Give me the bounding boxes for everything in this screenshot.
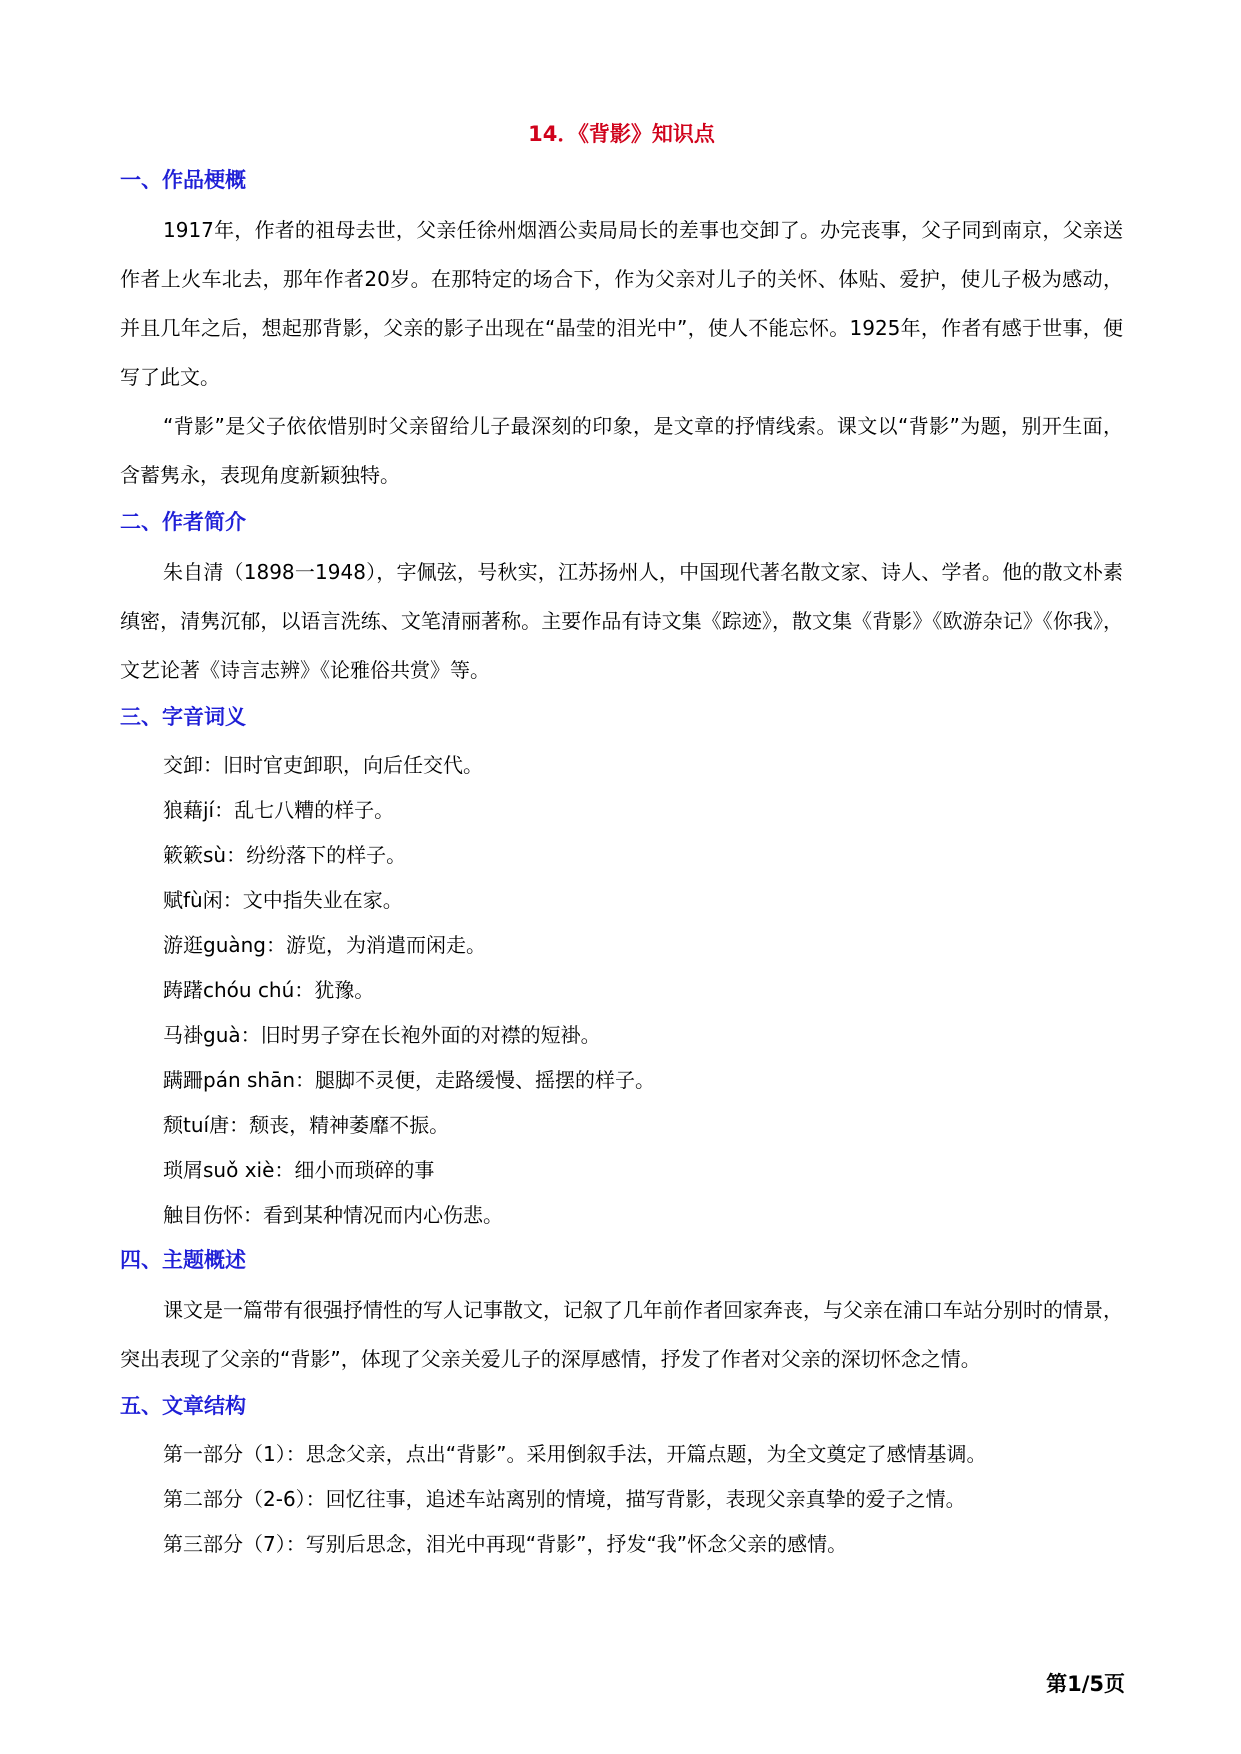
section-theme bbox=[120, 1244, 1123, 1384]
section-structure bbox=[120, 1390, 1123, 1567]
structure-item: 第一部分（1）：思念父亲，点出“背影”。采用倒叙手法，开篇点题，为全文奠定了感情基调。 bbox=[163, 1442, 987, 1466]
structure-item: 第三部分（7）：写别后思念，泪光中再现“背影”，抒发“我”怀念父亲的感情。 bbox=[163, 1532, 848, 1556]
paragraph: 课文是一篇带有很强抒情性的写人记事散文，记叙了几年前作者回家奔丧，与父亲在浦口车站分别时的情景，突出表现了父亲的“背影”，体现了父亲关爱儿子的深厚感情，抒发了作者对父亲的深切怀念之情。 bbox=[120, 1298, 1123, 1371]
section-synopsis bbox=[120, 164, 1123, 500]
section-heading: 二、作者简介 bbox=[120, 510, 246, 534]
paragraph: 朱自清（1898一1948），字佩弦，号秋实，江苏扬州人，中国现代著名散文家、诗人、学者。他的散文朴素缜密，清隽沉郁，以语言洗练、文笔清丽著称。主要作品有诗文集《踪迹》，散文集《背影》《欧游杂记》《你我》，文艺论著《诗言志辨》《论雅俗共赏》等。 bbox=[120, 560, 1123, 682]
vocab-item: 游逛guàng：游览，为消遣而闲走。 bbox=[163, 933, 486, 957]
vocab-item: 赋fù闲：文中指失业在家。 bbox=[163, 888, 403, 912]
vocab-item: 触目伤怀：看到某种情况而内心伤悲。 bbox=[163, 1203, 503, 1227]
section-heading: 三、字音词义 bbox=[120, 705, 246, 729]
vocab-item: 蹒跚pán shān：腿脚不灵便，走路缓慢、摇摆的样子。 bbox=[163, 1068, 656, 1092]
section-heading: 五、文章结构 bbox=[120, 1394, 246, 1418]
vocab-item: 马褂guà：旧时男子穿在长袍外面的对襟的短褂。 bbox=[163, 1023, 601, 1047]
document-title: 14．《背影》知识点 bbox=[528, 122, 715, 146]
vocab-item: 颓tuí唐：颓丧，精神萎靡不振。 bbox=[163, 1113, 450, 1137]
paragraph: 1917年，作者的祖母去世，父亲任徐州烟酒公卖局局长的差事也交卸了。办完丧事，父子同到南京，父亲送作者上火车北去，那年作者20岁。在那特定的场合下，作为父亲对儿子的关怀、体贴、爱护，使儿子极为感动，并且几年之后，想起那背影，父亲的影子出现在“晶莹的泪光中”，使人不能忘怀。1925年，作者有感于世事，便写了此文。 bbox=[120, 218, 1123, 389]
section-heading: 四、主题概述 bbox=[120, 1248, 246, 1272]
vocab-item: 琐屑suǒ xiè：细小而琐碎的事 bbox=[163, 1158, 435, 1182]
section-vocabulary bbox=[120, 701, 1123, 1238]
section-heading: 一、作品梗概 bbox=[120, 168, 246, 192]
vocab-item: 踌躇chóu chú：犹豫。 bbox=[163, 978, 375, 1002]
paragraph: “背影”是父子依依惜别时父亲留给儿子最深刻的印象，是文章的抒情线索。课文以“背影”为题，别开生面，含蓄隽永，表现角度新颖独特。 bbox=[120, 414, 1123, 487]
vocab-item: 狼藉jí：乱七八糟的样子。 bbox=[163, 798, 395, 822]
page-number: 第1/5页 bbox=[1046, 1672, 1125, 1696]
section-author bbox=[120, 506, 1123, 695]
vocab-item: 簌簌sù：纷纷落下的样子。 bbox=[163, 843, 407, 867]
structure-item: 第二部分（2-6）：回忆往事，追述车站离别的情境，描写背影，表现父亲真挚的爱子之情。 bbox=[163, 1487, 966, 1511]
vocab-item: 交卸：旧时官吏卸职，向后任交代。 bbox=[163, 753, 483, 777]
